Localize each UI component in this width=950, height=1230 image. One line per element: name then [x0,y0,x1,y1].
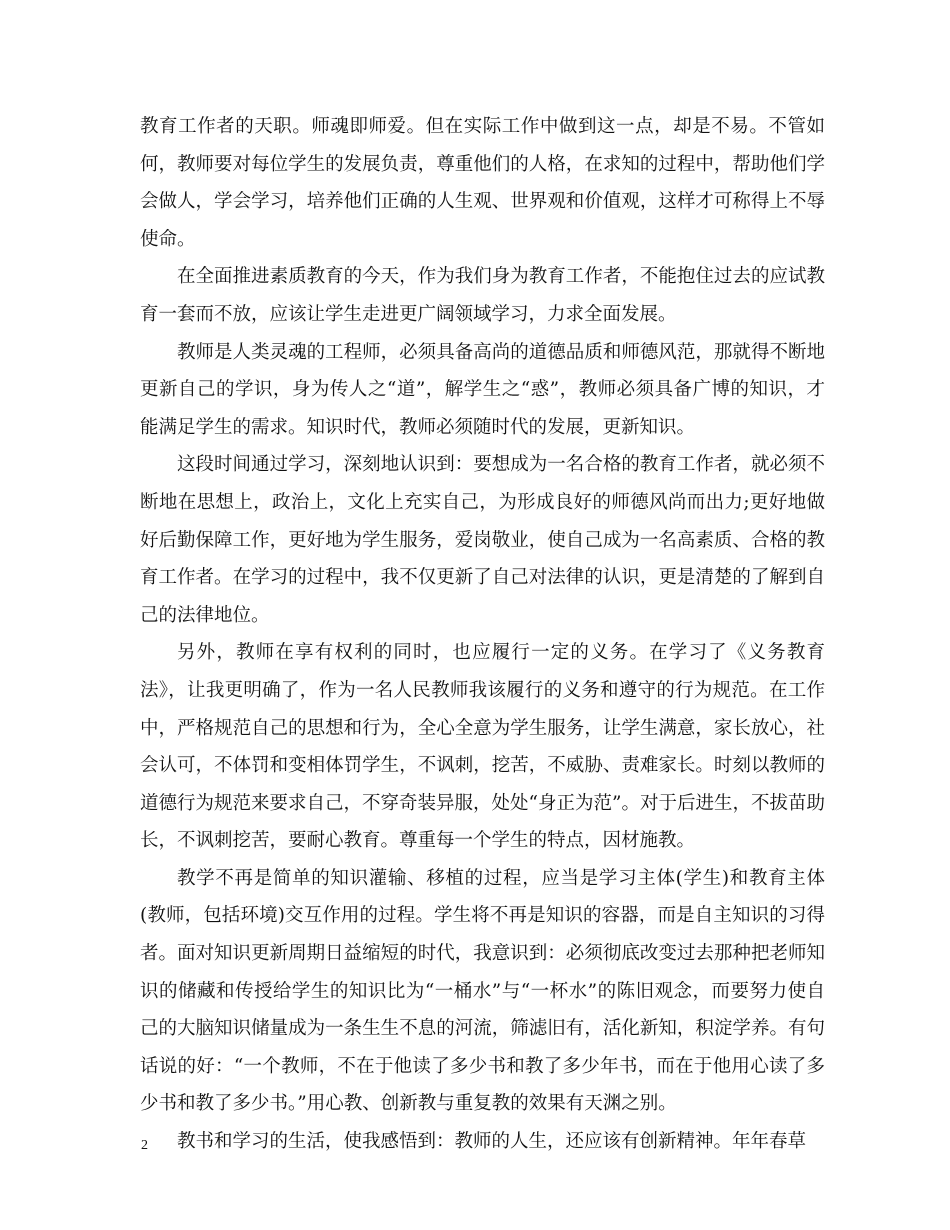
paragraph: 教学不再是简单的知识灌输、移植的过程，应当是学习主体(学生)和教育主体(教师，包括环境)交互作用的过程。学生将不再是知识的容器，而是自主知识的习得者。面对知识更新周期日益缩短的时代，我意识到：必须彻底改变过去那种把老师知识的储藏和传授给学生的知识比为“一桶水”与“一杯水”的陈旧观念，而要努力使自己的大脑知识储量成为一条生生不息的河流，筛滤旧有，活化新知，积淀学养。有句话说的好：“一个教师，不在于他读了多少书和教了多少年书，而在于他用心读了多少书和教了多少书。”用心教、创新教与重复教的效果有天渊之别。 [140,867,825,1115]
paragraph: 这段时间通过学习，深刻地认识到：要想成为一名合格的教育工作者，就必须不断地在思想上，政治上，文化上充实自己，为形成良好的师德风尚而出力;更好地做好后勤保障工作，更好地为学生服务，爱岗敬业，使自己成为一名高素质、合格的教育工作者。在学习的过程中，我不仅更新了自己对法律的认识，更是清楚的了解到自己的法律地位。 [140,454,825,626]
paragraph: 教师是人类灵魂的工程师，必须具备高尚的道德品质和师德风范，那就得不断地更新自己的学识，身为传人之“道”，解学生之“惑”，教师必须具备广博的知识，才能满足学生的需求。知识时代，教师必须随时代的发展，更新知识。 [140,341,825,438]
paragraph: 教育工作者的天职。师魂即师爱。但在实际工作中做到这一点，却是不易。不管如何，教师要对每位学生的发展负责，尊重他们的人格，在求知的过程中，帮助他们学会做人，学会学习，培养他们正确的人生观、世界观和价值观，这样才可称得上不辱使命。 [140,116,825,250]
paragraph: 在全面推进素质教育的今天，作为我们身为教育工作者，不能抱住过去的应试教育一套而不放，应该让学生走进更广阔领域学习，力求全面发展。 [140,266,825,325]
page-number: 2 [141,1138,148,1153]
document-body [140,108,825,1161]
paragraph: 教书和学习的生活，使我感悟到：教师的人生，还应该有创新精神。年年春草 [177,1131,807,1153]
paragraph: 另外，教师在享有权利的同时，也应履行一定的义务。在学习了《义务教育法》，让我更明确了，作为一名人民教师我该履行的义务和遵守的行为规范。在工作中，严格规范自己的思想和行为，全心全意为学生服务，让学生满意，家长放心，社会认可，不体罚和变相体罚学生，不讽刺，挖苦，不威胁、责难家长。时刻以教师的道德行为规范来要求自己，不穿奇装异服，处处“身正为范”。对于后进生，不拔苗助长，不讽刺挖苦，要耐心教育。尊重每一个学生的特点，因材施教。 [140,642,825,852]
